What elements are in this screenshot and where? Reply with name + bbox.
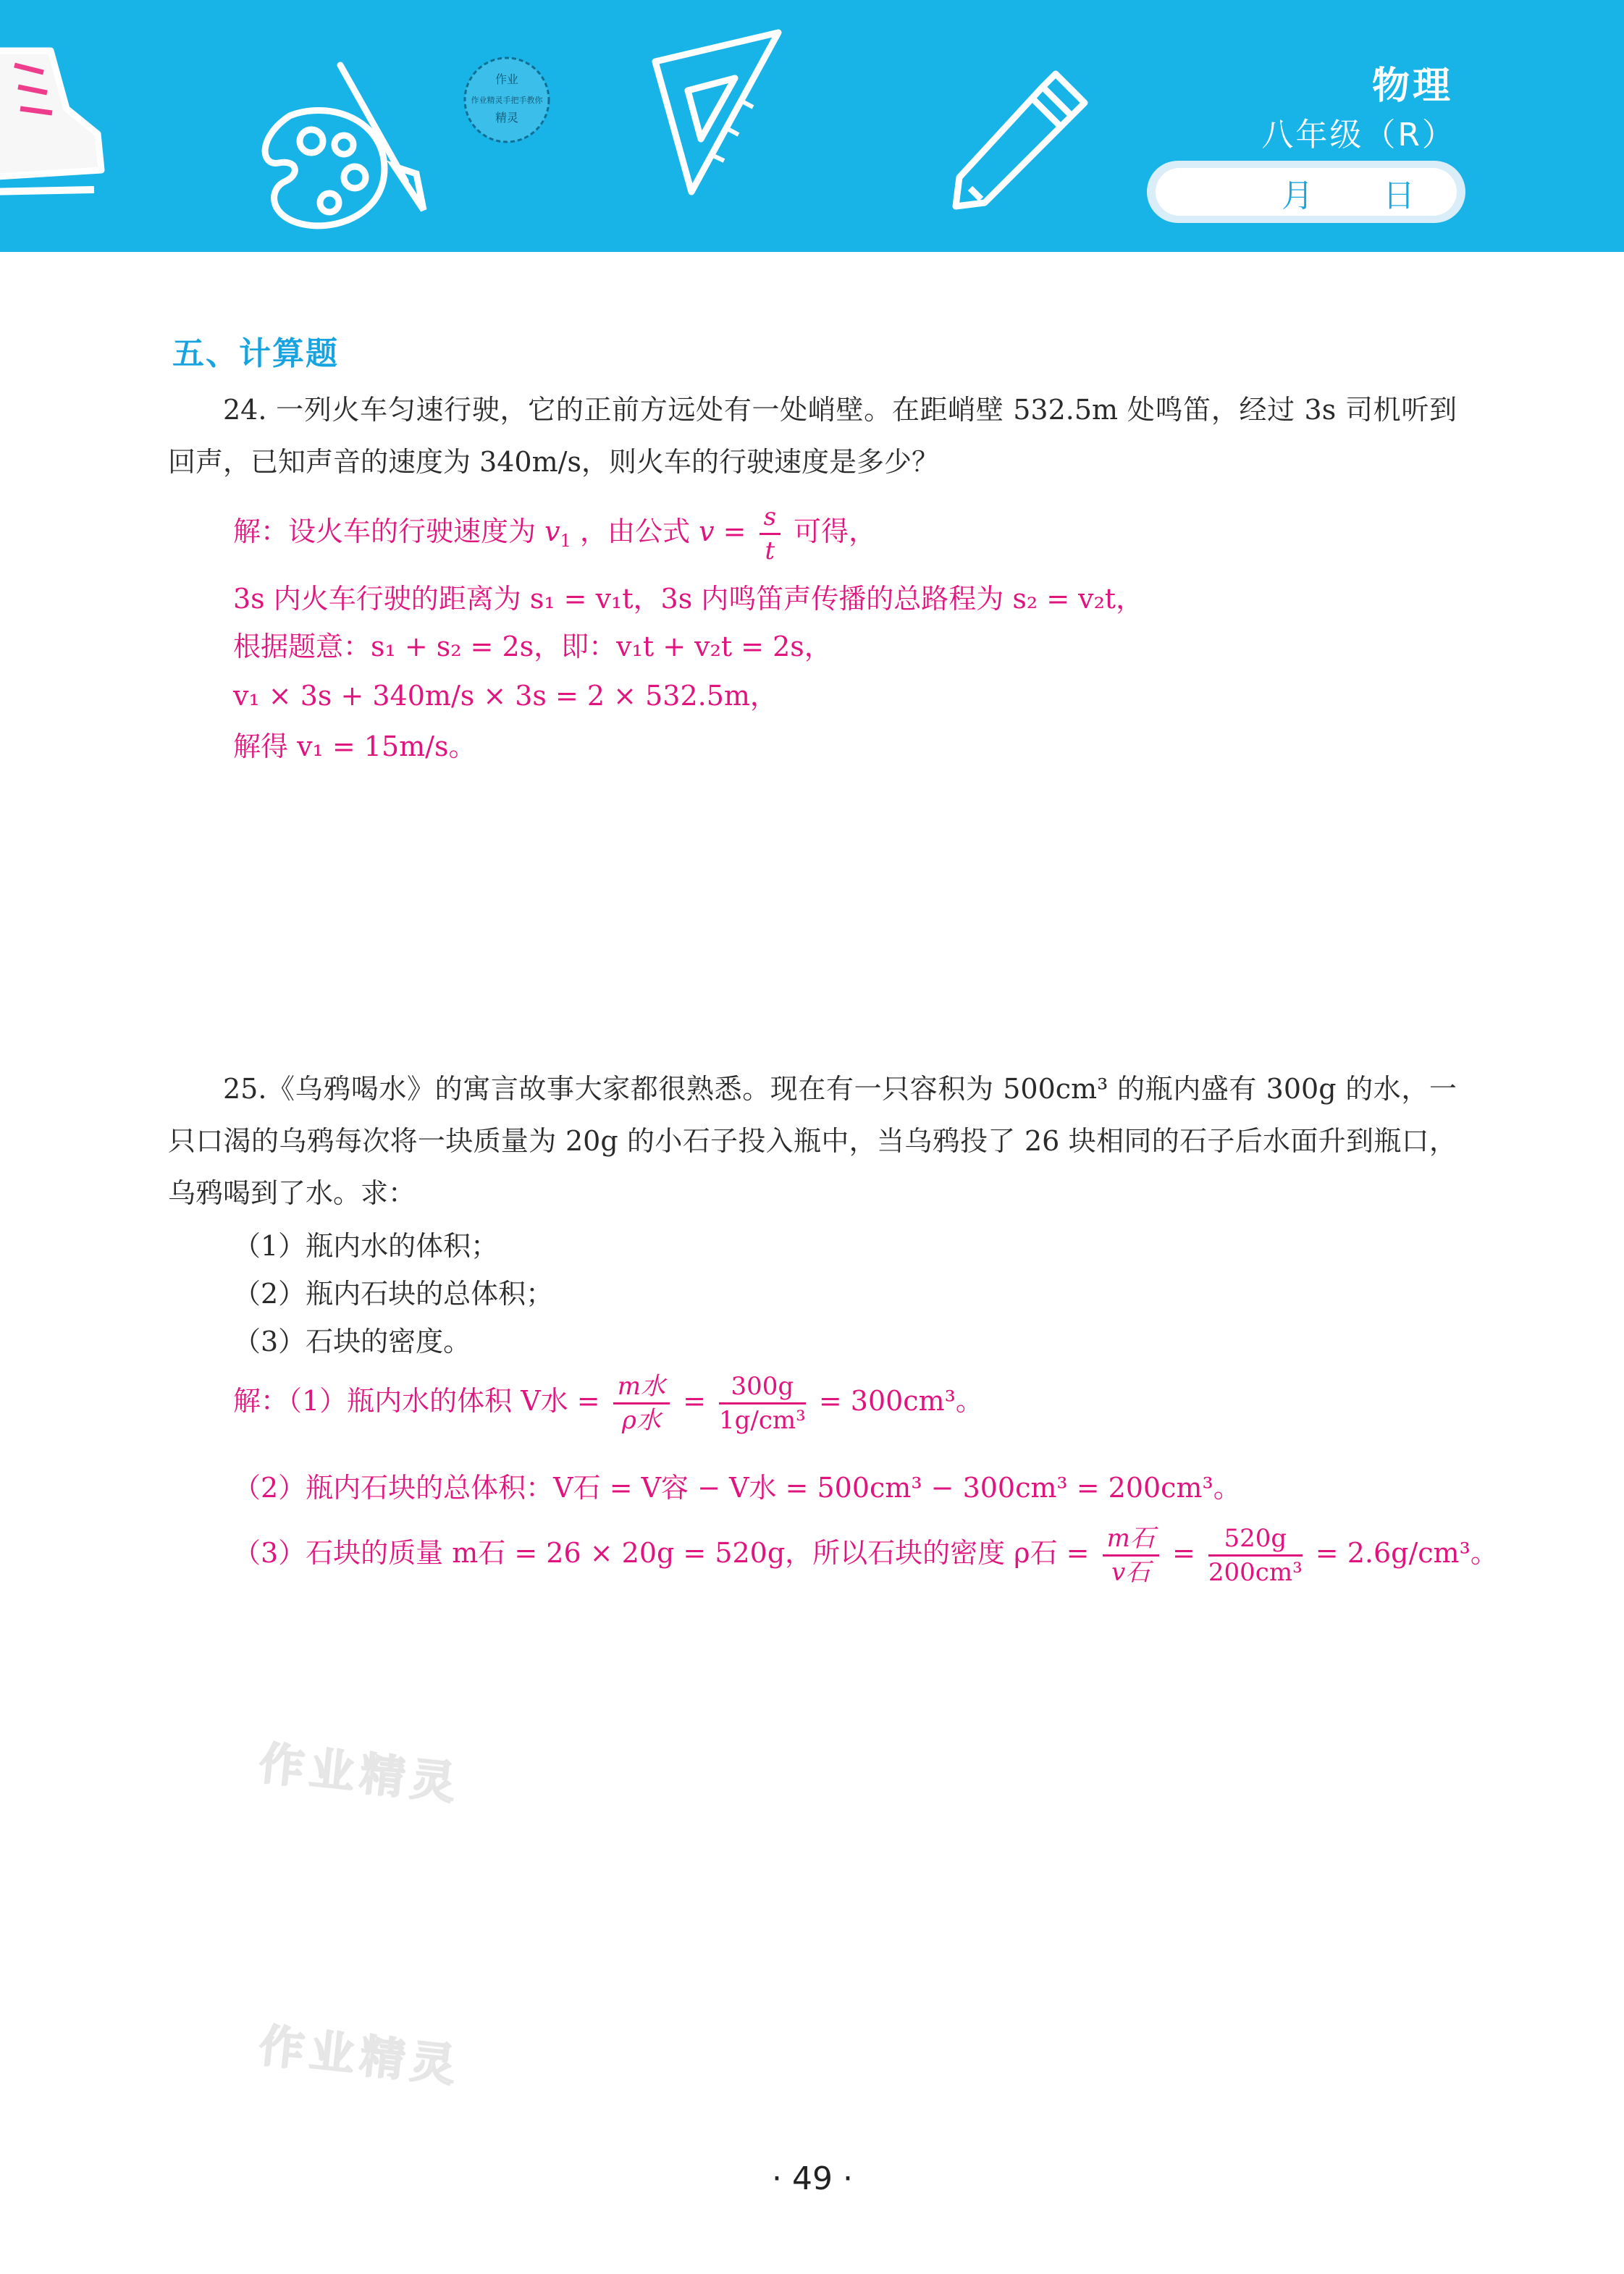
answer-25-a3-suffix: = 2.6g/cm³。: [1315, 1537, 1498, 1569]
answer-24-line-4: v₁ × 3s + 340m/s × 3s = 2 × 532.5m，: [233, 680, 778, 712]
answer-25-a1-eq: =: [683, 1385, 706, 1417]
answer-25-line-3: [233, 1524, 1498, 1587]
header-decorations: [0, 0, 1158, 252]
answer-24-line-1-b: ，由公式: [579, 515, 690, 547]
answer-24-line-1-a: 解：设火车的行驶速度为: [233, 515, 537, 547]
answer-24-line-2: 3s 内火车行驶的距离为 s₁ = v₁t，3s 内鸣笛声传播的总路程为 s₂ = v₂t，: [233, 583, 1144, 615]
section-title: 五、计算题: [172, 335, 339, 372]
answer-25-a1-fraction-2: [719, 1372, 806, 1435]
question-25-item-2: （2）瓶内石块的总体积；: [233, 1278, 554, 1310]
svg-text:作业精灵手把手教你: 作业精灵手把手教你: [471, 96, 543, 105]
answer-24-var-v2: v: [699, 515, 715, 547]
answer-25-a3-fraction-2: [1208, 1524, 1303, 1587]
answer-24-line-1: [233, 502, 876, 565]
svg-text:作业: 作业: [495, 72, 519, 86]
watermark-1: 作业精灵: [256, 1736, 464, 1811]
date-month-label: 月: [1282, 177, 1313, 214]
answer-24-eq: =: [723, 515, 746, 547]
answer-25-a3-f2-num: 520g: [1208, 1524, 1303, 1557]
palette-icon: [265, 111, 384, 226]
answer-25-a1-f2-den: 1g/cm³: [719, 1406, 806, 1435]
watermark-stamp: [465, 58, 549, 142]
answer-25-a3-prefix: （3）石块的质量 m石 = 26 × 20g = 520g，所以石块的密度 ρ石 =: [233, 1537, 1090, 1569]
answer-25-a3-f1-num: m石: [1103, 1524, 1159, 1557]
answer-24-sub: 1: [560, 531, 571, 551]
question-25-item-3: （3）石块的密度。: [233, 1326, 471, 1357]
answer-25-a1-prefix: 解：（1）瓶内水的体积 V水 =: [233, 1385, 600, 1417]
svg-text:精灵: 精灵: [495, 111, 519, 125]
answer-25-a3-eq: =: [1171, 1537, 1195, 1569]
answer-24-var-v: v: [544, 515, 560, 547]
answer-24-line-1-c: 可得，: [794, 515, 877, 547]
question-24-text: 24. 一列火车匀速行驶，它的正前方远处有一处峭壁。在距峭壁 532.5m 处鸣笛，经过 3s 司机听到回声，已知声音的速度为 340m/s，则火车的行驶速度是多少？: [168, 394, 1457, 478]
header-banner: [0, 0, 1624, 252]
answer-24-fraction-num: s: [760, 502, 781, 535]
date-day-label: 日: [1383, 177, 1415, 214]
answer-24-fraction-den: t: [765, 536, 775, 565]
answer-25-line-1: [233, 1372, 983, 1435]
answer-24-line-3: 根据题意：s₁ + s₂ = 2s，即：v₁t + v₂t = 2s，: [233, 631, 832, 662]
answer-25-a3-f2-den: 200cm³: [1208, 1558, 1303, 1587]
watermark-2: 作业精灵: [256, 2018, 464, 2093]
page-number: · 49 ·: [772, 2160, 853, 2197]
grade-label: 八年级（R）: [1261, 117, 1456, 153]
ice-skate-icon: [0, 51, 101, 192]
pencil-icon: [956, 74, 1085, 206]
answer-24-line-5: 解得 v₁ = 15m/s。: [233, 730, 476, 762]
subject-label: 物理: [1371, 64, 1453, 108]
question-25-item-1: （1）瓶内水的体积；: [233, 1230, 499, 1262]
set-square-icon: [655, 33, 778, 192]
answer-25-a1-fraction-1: [613, 1372, 670, 1435]
answer-25-a1-f1-num: m水: [613, 1372, 670, 1405]
answer-25-a3-fraction-1: [1103, 1524, 1159, 1587]
answer-25-a1-f2-num: 300g: [719, 1372, 806, 1405]
answer-25-line-2: （2）瓶内石块的总体积：V石 = V容 − V水 = 500cm³ − 300cm³ = 200cm³。: [233, 1472, 1241, 1504]
answer-24-fraction: [760, 502, 781, 565]
answer-25-a3-f1-den: v石: [1111, 1558, 1150, 1587]
answer-25-a1-f1-den: ρ水: [621, 1406, 661, 1435]
answer-25-a1-suffix: = 300cm³。: [818, 1385, 983, 1417]
question-25-text: 25.《乌鸦喝水》的寓言故事大家都很熟悉。现在有一只容积为 500cm³ 的瓶内盛有 300g 的水，一只口渴的乌鸦每次将一块质量为 20g 的小石子投入瓶中，当乌鸦投了 26 块相同的石子后水面升到瓶口，乌鸦喝到了水。求：: [168, 1073, 1457, 1209]
